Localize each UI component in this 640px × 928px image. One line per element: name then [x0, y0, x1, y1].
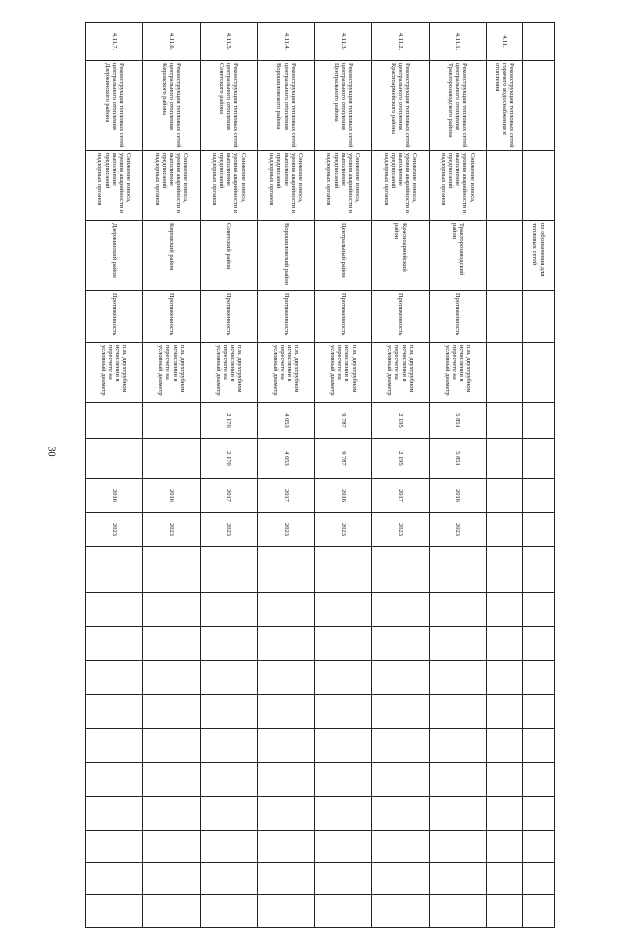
cell-district: Советский район	[200, 221, 257, 291]
table-row	[315, 23, 372, 928]
cell-name: Реконструкция тепловых сетей центрального отопления Советского района	[200, 61, 257, 151]
header-cell	[523, 895, 555, 928]
cell-district: Красноармейский район	[372, 221, 429, 291]
cell-c4	[86, 695, 143, 729]
cell-val2: 2 170	[200, 439, 257, 479]
cell-purpose: Снижение износа, уровня аварийности и выполнение предписаний надзорных органов	[86, 151, 143, 221]
cell-total	[486, 547, 522, 593]
header-cell	[523, 151, 555, 221]
cell-type: Протяженность	[372, 291, 429, 343]
cell-total	[257, 547, 314, 593]
header-cell	[523, 729, 555, 763]
cell-purpose: Снижение износа, уровня аварийности и выполнение предписаний надзорных органов	[200, 151, 257, 221]
cell-c2	[86, 627, 143, 661]
cell-district: Ворошиловский район	[257, 221, 314, 291]
header-cell	[523, 403, 555, 439]
cell-purpose: Снижение износа, уровня аварийности и выполнение предписаний надзорных органов	[315, 151, 372, 221]
table-row	[486, 23, 522, 928]
cell-code: 4.11.2.	[372, 23, 429, 61]
cell-y2: 2023	[257, 513, 314, 547]
cell-type: Протяженность	[143, 291, 200, 343]
cell-district: Центральный район	[315, 221, 372, 291]
cell-c4	[429, 695, 486, 729]
cell-c8	[143, 831, 200, 863]
table-row	[143, 23, 200, 928]
header-cell	[523, 763, 555, 797]
cell-c9	[200, 863, 257, 895]
cell-val2: 2 195	[372, 439, 429, 479]
rotated-table-container	[85, 22, 555, 887]
cell-c6	[315, 763, 372, 797]
cell-c2	[257, 627, 314, 661]
table-body	[86, 23, 555, 928]
cell-c6	[372, 763, 429, 797]
cell-code: 4.11.4.	[257, 23, 314, 61]
cell-c5	[429, 729, 486, 763]
cell-c10	[143, 895, 200, 928]
cell-code: 4.11.6.	[143, 23, 200, 61]
cell-c9	[257, 863, 314, 895]
cell-val2	[86, 439, 143, 479]
cell-c7	[486, 797, 522, 831]
cell-purpose: Снижение износа, уровня аварийности и выполнение предписаний надзорных органов	[143, 151, 200, 221]
cell-purpose: Снижение износа, уровня аварийности и выполнение предписаний надзорных органов	[257, 151, 314, 221]
cell-c6	[143, 763, 200, 797]
cell-type: Протяженность	[315, 291, 372, 343]
cell-unit: п.м. двухтрубном исчислении в пересчете на условный диаметр	[257, 343, 314, 403]
cell-val1: 5 851	[429, 403, 486, 439]
cell-c7	[315, 797, 372, 831]
cell-district: Тракторозаводский район	[429, 221, 486, 291]
cell-val1: 2 195	[372, 403, 429, 439]
cell-c5	[143, 729, 200, 763]
cell-c9	[429, 863, 486, 895]
cell-c8	[372, 831, 429, 863]
cell-c9	[143, 863, 200, 895]
cell-val1: 9 787	[315, 403, 372, 439]
cell-name: Реконструкция тепловых сетей центрального отопления Ворошиловского района	[257, 61, 314, 151]
cell-c7	[200, 797, 257, 831]
cell-c9	[86, 863, 143, 895]
cell-c8	[257, 831, 314, 863]
cell-c10	[372, 895, 429, 928]
header-cell	[523, 479, 555, 513]
cell-c10	[86, 895, 143, 928]
header-cell	[523, 863, 555, 895]
cell-c3	[257, 661, 314, 695]
cell-val1: 2 170	[200, 403, 257, 439]
cell-y1: 2016	[429, 479, 486, 513]
cell-name: Реконструкция тепловых сетей центрального отопления Тракторозаводского района	[429, 61, 486, 151]
cell-c6	[86, 763, 143, 797]
cell-c9	[315, 863, 372, 895]
cell-name: Реконструкция тепловых сетей центрального отопления Дзержинского района	[86, 61, 143, 151]
cell-c1	[486, 593, 522, 627]
cell-c7	[86, 797, 143, 831]
cell-val2: 5 851	[429, 439, 486, 479]
cell-code: 4.11.7.	[86, 23, 143, 61]
cell-c7	[257, 797, 314, 831]
cell-c3	[200, 661, 257, 695]
table-row	[257, 23, 314, 928]
cell-total	[429, 547, 486, 593]
cell-district: Кировский район	[143, 221, 200, 291]
cell-name: Реконструкция тепловых сетей центрального отопления Кировского района	[143, 61, 200, 151]
cell-val2: 4 053	[257, 439, 314, 479]
cell-c1	[429, 593, 486, 627]
cell-c2	[429, 627, 486, 661]
cell-c9	[372, 863, 429, 895]
header-cell	[523, 627, 555, 661]
cell-c3	[372, 661, 429, 695]
cell-total	[86, 547, 143, 593]
cell-type: Протяженность	[257, 291, 314, 343]
cell-c4	[143, 695, 200, 729]
cell-y1: 2017	[200, 479, 257, 513]
cell-c7	[429, 797, 486, 831]
cell-c2	[486, 627, 522, 661]
cell-c1	[86, 593, 143, 627]
cell-c5	[86, 729, 143, 763]
cell-c5	[486, 729, 522, 763]
cell-c4	[200, 695, 257, 729]
table-row	[200, 23, 257, 928]
cell-code: 4.11.	[486, 23, 522, 61]
cell-c3	[86, 661, 143, 695]
header-cell	[523, 23, 555, 61]
cell-code: 4.11.5.	[200, 23, 257, 61]
cell-y2: 2023	[372, 513, 429, 547]
header-cell	[523, 547, 555, 593]
cell-c6	[486, 763, 522, 797]
cell-type: Протяженность	[429, 291, 486, 343]
cell-c5	[315, 729, 372, 763]
table-row	[429, 23, 486, 928]
cell-c10	[429, 895, 486, 928]
cell-c1	[315, 593, 372, 627]
cell-c6	[429, 763, 486, 797]
header-area-label: по обозначения для тепловых сетей	[523, 221, 555, 291]
cell-c1	[257, 593, 314, 627]
cell-c4	[315, 695, 372, 729]
table-row	[86, 23, 143, 928]
cell-c8	[200, 831, 257, 863]
cell-val2	[486, 439, 522, 479]
cell-unit: п.м. двухтрубном исчислении в пересчете на условный диаметр	[200, 343, 257, 403]
cell-code: 4.11.1.	[429, 23, 486, 61]
cell-c8	[315, 831, 372, 863]
cell-c8	[429, 831, 486, 863]
cell-val1	[486, 403, 522, 439]
cell-c7	[372, 797, 429, 831]
cell-type: Протяженность	[200, 291, 257, 343]
header-cell	[523, 343, 555, 403]
cell-c6	[200, 763, 257, 797]
cell-c3	[486, 661, 522, 695]
cell-c5	[257, 729, 314, 763]
cell-y1: 2016	[315, 479, 372, 513]
cell-y1	[486, 479, 522, 513]
cell-y1: 2016	[143, 479, 200, 513]
cell-code: 4.11.3.	[315, 23, 372, 61]
cell-c10	[257, 895, 314, 928]
header-cell	[523, 513, 555, 547]
cell-unit: п.м. двухтрубном исчислении в пересчете на условный диаметр	[372, 343, 429, 403]
header-cell	[523, 61, 555, 151]
cell-c5	[200, 729, 257, 763]
header-cell	[523, 439, 555, 479]
cell-val1	[86, 403, 143, 439]
cell-c9	[486, 863, 522, 895]
cell-y2: 2023	[143, 513, 200, 547]
cell-c3	[143, 661, 200, 695]
cell-val1: 4 053	[257, 403, 314, 439]
cell-purpose	[486, 151, 522, 221]
cell-type	[486, 291, 522, 343]
cell-c4	[372, 695, 429, 729]
cell-c5	[372, 729, 429, 763]
cell-c1	[372, 593, 429, 627]
cell-c10	[315, 895, 372, 928]
header-cell	[523, 831, 555, 863]
cell-c8	[86, 831, 143, 863]
investment-table	[85, 22, 555, 928]
cell-y1: 2016	[86, 479, 143, 513]
header-cell	[523, 593, 555, 627]
cell-district: Дзержинский район	[86, 221, 143, 291]
cell-name: Реконструкция тепловых сетей центрального отопления Красноармейского района	[372, 61, 429, 151]
cell-total	[372, 547, 429, 593]
cell-c8	[486, 831, 522, 863]
header-cell	[523, 797, 555, 831]
cell-district	[486, 221, 522, 291]
cell-c10	[486, 895, 522, 928]
cell-type: Протяженность	[86, 291, 143, 343]
cell-y2: 2023	[429, 513, 486, 547]
cell-total	[200, 547, 257, 593]
cell-c6	[257, 763, 314, 797]
cell-c1	[200, 593, 257, 627]
cell-c2	[143, 627, 200, 661]
cell-unit: п.м. двухтрубном исчислении в пересчете на условный диаметр	[429, 343, 486, 403]
cell-name: Реконструкция тепловых сетей центрального отопления Центрального района	[315, 61, 372, 151]
cell-unit	[486, 343, 522, 403]
header-cell	[523, 695, 555, 729]
cell-c2	[372, 627, 429, 661]
header-cell	[523, 291, 555, 343]
cell-unit: п.м. двухтрубном исчислении в пересчете на условный диаметр	[86, 343, 143, 403]
cell-c3	[429, 661, 486, 695]
cell-purpose: Снижение износа, уровня аварийности и выполнение предписаний надзорных органов	[372, 151, 429, 221]
cell-c10	[200, 895, 257, 928]
cell-purpose: Снижение износа, уровня аварийности и выполнение предписаний надзорных органов	[429, 151, 486, 221]
cell-c1	[143, 593, 200, 627]
cell-y2: 2023	[315, 513, 372, 547]
cell-val2: 9 787	[315, 439, 372, 479]
cell-c2	[315, 627, 372, 661]
table-row	[372, 23, 429, 928]
cell-c4	[486, 695, 522, 729]
cell-y2: 2023	[200, 513, 257, 547]
cell-total	[315, 547, 372, 593]
cell-y1: 2017	[372, 479, 429, 513]
header-cell	[523, 661, 555, 695]
cell-total	[143, 547, 200, 593]
cell-unit: п.м. двухтрубном исчислении в пересчете на условный диаметр	[315, 343, 372, 403]
cell-unit: п.м. двухтрубном исчислении в пересчете на условный диаметр	[143, 343, 200, 403]
cell-c3	[315, 661, 372, 695]
header-strip-row	[523, 23, 555, 928]
cell-c4	[257, 695, 314, 729]
cell-c2	[200, 627, 257, 661]
page-number: 30	[45, 446, 57, 457]
cell-y2	[486, 513, 522, 547]
cell-val1	[143, 403, 200, 439]
cell-val2	[143, 439, 200, 479]
cell-y2: 2023	[86, 513, 143, 547]
cell-y1: 2017	[257, 479, 314, 513]
cell-c7	[143, 797, 200, 831]
cell-name: Реконструкция тепловых сетей горячего водоснабжения и отопления	[486, 61, 522, 151]
